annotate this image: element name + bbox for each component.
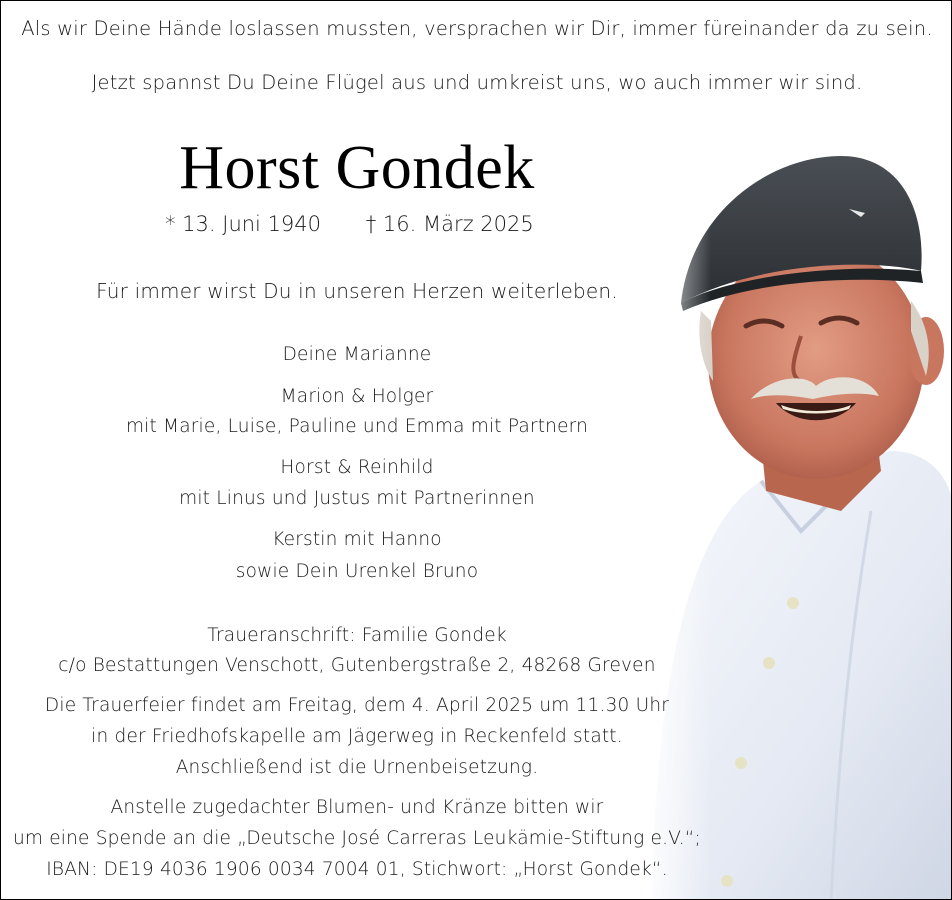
family-member-line: Marion & Holger [280,386,434,407]
donation-line3: IBAN: DE19 4036 1906 0034 7004 01, Stichwort: „Horst Gondek“. [46,859,668,880]
family-member-line: mit Marie, Luise, Pauline und Emma mit Partnern [125,416,589,437]
opening-verse-line2: Jetzt spannst Du Deine Flügel aus und umkreist uns, wo auch immer wir sind. [91,71,863,94]
mourning-address-line1: Traueranschrift: Familie Gondek [207,625,507,646]
motto: Für immer wirst Du in unseren Herzen weiterleben. [96,279,618,303]
ceremony-line3: Anschließend ist die Urnenbeisetzung. [175,757,539,778]
family-member-line: Kerstin mit Hanno [272,529,442,550]
mourning-address-line2: c/o Bestattungen Venschott, Gutenbergstraße 2, 48268 Greven [58,655,656,676]
family-member-line: mit Linus und Justus mit Partnerinnen [179,488,535,509]
ceremony-line2: in der Friedhofskapelle am Jägerweg in Reckenfeld statt. [91,726,623,747]
family-member-line: sowie Dein Urenkel Bruno [235,561,479,582]
family-member-line: Deine Marianne [282,344,432,365]
life-dates [165,212,534,236]
ceremony-line1: Die Trauerfeier findet am Freitag, dem 4. April 2025 um 11.30 Uhr [44,695,670,716]
opening-verse-line1: Als wir Deine Hände loslassen mussten, versprachen wir Dir, immer füreinander da zu sein. [21,17,933,40]
portrait-photo [641,151,952,900]
death-date: † 16. März 2025 [365,212,534,236]
donation-line2: um eine Spende an die „Deutsche José Carreras Leukämie-Stiftung e.V.“; [12,828,701,849]
birth-date: * 13. Juni 1940 [165,212,322,236]
donation-line1: Anstelle zugedachter Blumen- und Kränze bitten wir [110,797,604,818]
family-member-line: Horst & Reinhild [280,457,434,478]
deceased-name: Horst Gondek [179,134,535,202]
